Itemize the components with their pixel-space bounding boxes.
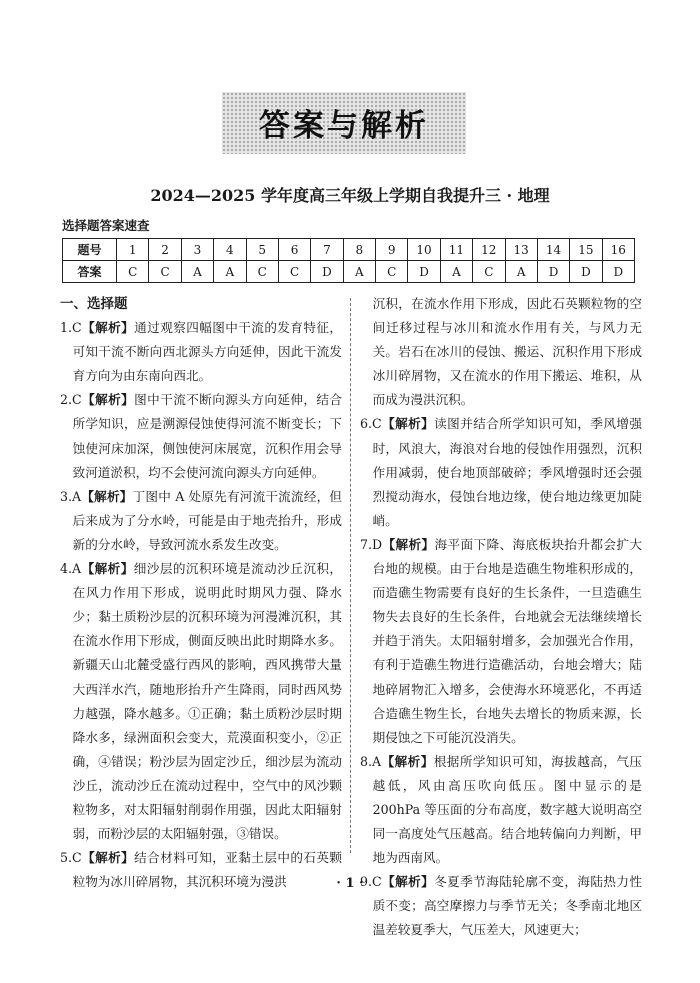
answer-cell: C (278, 261, 310, 283)
item-text: 图中干流不断向源头方向延伸，结合所学知识，应是溯源侵蚀使得河流不断变长；下蚀使河床加深，侧蚀使河床展宽，沉积作用会导致河道淤积，均不会使河流向源头方向延伸。 (72, 392, 343, 480)
explanation-item-8 (360, 750, 642, 870)
answer-cell: A (440, 261, 472, 283)
document-subtitle: 2024—2025 学年度高三年级上学期自我提升三 · 地理 (150, 186, 550, 205)
answer-cell: A (181, 261, 213, 283)
analysis-tag: 【解析】 (81, 561, 134, 577)
item-number: 3.A (60, 488, 82, 504)
analysis-tag: 【解析】 (381, 753, 434, 769)
question-number: 3 (181, 239, 213, 261)
answer-cell: A (343, 261, 375, 283)
explanation-item-5-continued (360, 292, 642, 412)
item-number: 6.C (360, 416, 382, 432)
explanation-item-2 (60, 388, 342, 484)
question-number: 1 (117, 239, 149, 261)
page-title: 答案与解析 (259, 108, 429, 144)
analysis-tag: 【解析】 (81, 850, 135, 866)
explanation-item-3 (60, 485, 342, 557)
question-number: 15 (570, 239, 602, 261)
question-number: 4 (214, 239, 246, 261)
explanation-item-4 (60, 557, 342, 846)
item-number: 4.A (60, 561, 82, 577)
answer-cell: D (311, 261, 343, 283)
question-number: 13 (505, 239, 537, 261)
item-text: 沉积，在流水作用下形成，因此石英颗粒物的空间迁移过程与冰川和流水作用有关，与风力无关。岩石在冰川的侵蚀、搬运、沉积作用下形成冰川碎屑物，又在流水的作用下搬运、堆积，从而成为漫洪沉积。 (372, 296, 642, 408)
answer-cell: D (537, 261, 569, 283)
item-number: 1.C (60, 320, 82, 336)
answer-cell: C (117, 261, 149, 283)
analysis-tag: 【解析】 (81, 320, 135, 336)
analysis-tag: 【解析】 (382, 536, 435, 552)
question-number: 8 (343, 239, 375, 261)
analysis-tag: 【解析】 (81, 488, 133, 504)
item-text: 结合材料可知，亚黏土层中的石英颗粒物为冰川碎屑物，其沉积环境为漫洪 (72, 850, 343, 890)
question-number: 10 (408, 239, 440, 261)
item-text: 通过观察四幅图中干流的发育特征，可知干流不断向西北源头方向延伸，因此干流发育方向为由东南向西北。 (72, 320, 343, 384)
section-title: 一、选择题 (60, 296, 128, 312)
answer-cell: A (214, 261, 246, 283)
answer-table (62, 238, 635, 283)
question-number: 2 (149, 239, 181, 261)
item-number: 8.A (360, 753, 382, 769)
question-number: 7 (311, 239, 343, 261)
question-number: 11 (440, 239, 472, 261)
item-text: 海平面下降、海底板块抬升都会扩大台地的规模。由于台地是造礁生物堆积形成的，而造礁生物需要有良好的生长条件，一旦造礁生物失去良好的生长条件，台地就会无法继续增长并趋于消失。太阳辐射增多，会加强光合作用，有利于造礁生物进行造礁活动，台地会增大；陆地碎屑物汇入增多，会使海水环境恶化，不再适合造礁生物生长，台地失去增长的物质来源，长期侵蚀之下可能沉没消失。 (372, 536, 643, 745)
question-number: 14 (537, 239, 569, 261)
item-number: 5.C (60, 850, 82, 866)
item-number: 2.C (60, 392, 82, 408)
question-number: 5 (246, 239, 278, 261)
analysis-tag: 【解析】 (381, 874, 435, 890)
answer-cell: D (602, 261, 634, 283)
page-number: · 1 · (336, 876, 364, 891)
explanation-item-1 (60, 316, 342, 388)
question-number: 12 (473, 239, 505, 261)
column-divider (350, 298, 351, 853)
answer-cell: D (408, 261, 440, 283)
left-column (60, 292, 342, 894)
item-number: 7.D (360, 536, 383, 552)
right-column (360, 292, 642, 943)
answer-cell: C (149, 261, 181, 283)
row-label-answer: 答案 (63, 261, 117, 283)
answer-quick-check-title: 选择题答案速查 (62, 218, 150, 233)
analysis-tag: 【解析】 (381, 416, 435, 432)
question-number: 9 (376, 239, 408, 261)
explanation-item-7 (360, 533, 642, 750)
question-number: 16 (602, 239, 634, 261)
item-text: 细沙层的沉积环境是流动沙丘沉积，在风力作用下形成，说明此时期风力强、降水少；黏土质粉沙层的沉积环境为河漫滩沉积，其在流水作用下形成，侧面反映出此时期降水多。新疆天山北麓受盛行西风的影响，西风携带大量大西洋水汽，随地形抬升产生降雨，同时西风势力越强，降水越多。①正确；黏土质粉沙层时期降水多，绿洲面积会变大，荒漠面积变小，②正确，④错误；粉沙层为固定沙丘，细沙层为流动沙丘，流动沙丘在流动过程中，空气中的风沙颗粒物多，对太阳辐射削弱作用强，因此太阳辐射弱，而粉沙层的太阳辐射强，③错误。 (72, 561, 343, 842)
item-text: 丁图中 A 处原先有河流干流流经，但后来成为了分水岭，可能是由于地壳抬升，形成新的分水岭，导致河流水系发生改变。 (72, 488, 343, 552)
answer-cell: C (473, 261, 505, 283)
item-text: 读图并结合所学知识可知，季风增强时，风浪大，海浪对台地的侵蚀作用强烈，沉积作用减弱，使台地顶部破碎；季风增强时还会强烈搅动海水，侵蚀台地边缘，使台地边缘更加陡峭。 (372, 416, 643, 528)
analysis-tag: 【解析】 (81, 392, 135, 408)
answer-cell: D (570, 261, 602, 283)
answer-cell: C (376, 261, 408, 283)
question-number: 6 (278, 239, 310, 261)
row-label-number: 题号 (63, 239, 117, 261)
item-number: 9.C (360, 874, 382, 890)
answer-row (63, 261, 635, 283)
item-text: 根据所学知识可知，海拔越高，气压越低，风由高压吹向低压。图中显示的是 200hPa 等压面的分布高度，数字越大说明高空同一高度处气压越高。结合地转偏向力判断，甲地为西南风。 (372, 753, 643, 866)
question-number-row (63, 239, 635, 261)
title-banner (222, 92, 466, 154)
explanation-item-6 (360, 412, 642, 532)
answer-cell: C (246, 261, 278, 283)
item-text: 冬夏季节海陆轮廓不变，海陆热力性质不变；高空摩擦力与季节无关；冬季南北地区温差较夏季大，气压差大，风速更大； (372, 874, 643, 938)
answer-cell: A (505, 261, 537, 283)
